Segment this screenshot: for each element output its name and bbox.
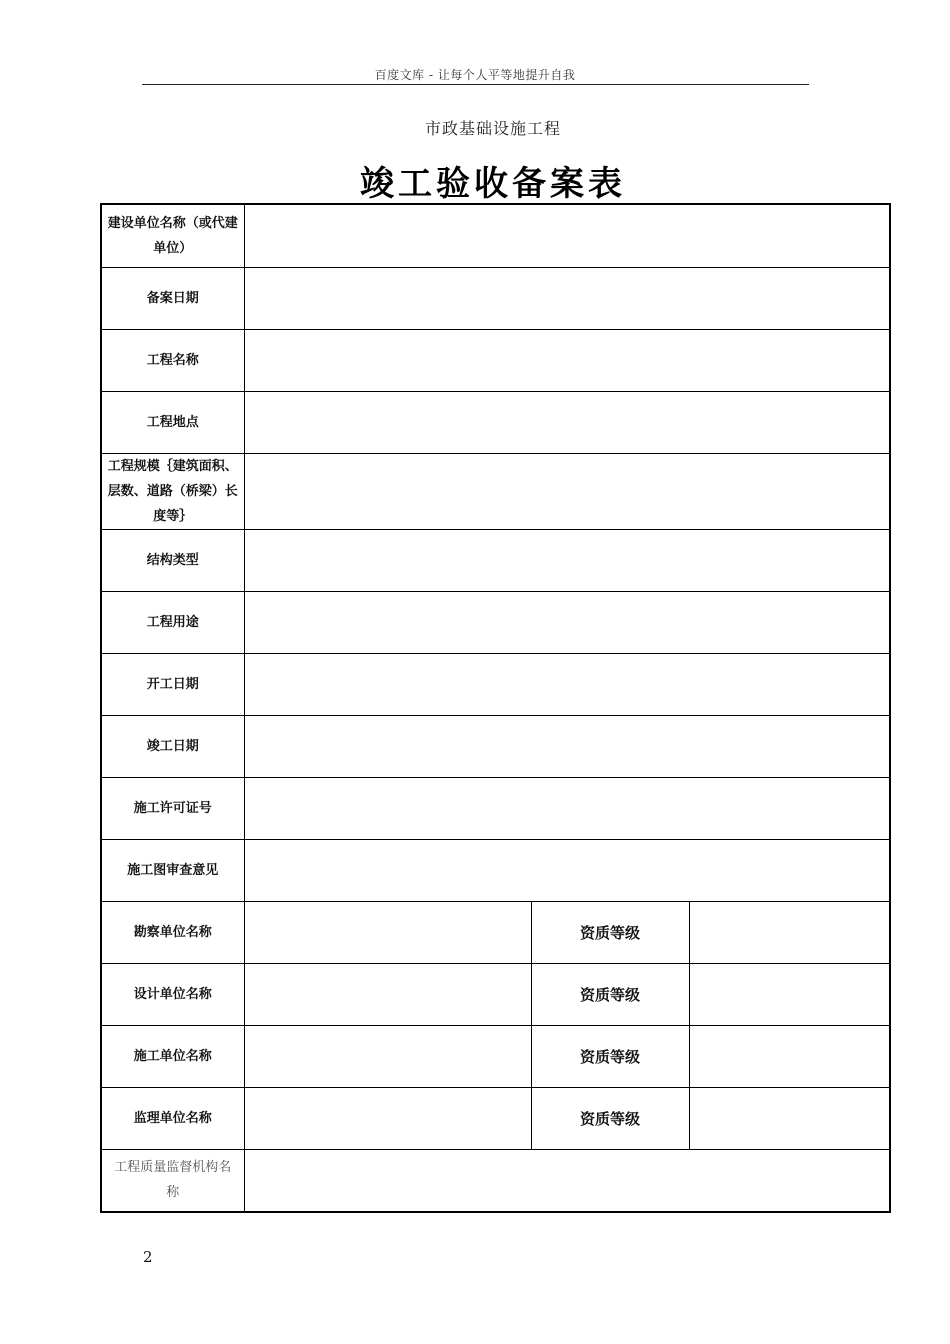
design-unit-value[interactable]: [244, 963, 531, 1025]
supervision-unit-value[interactable]: [244, 1087, 531, 1149]
form-row-filing-date: [101, 267, 890, 329]
drawing-review-label: 施工图审查意见: [101, 839, 244, 901]
permit-number-value[interactable]: [244, 777, 890, 839]
field-label: [101, 453, 244, 529]
permit-number-label: 施工许可证号: [101, 777, 244, 839]
form-row-survey-unit: [101, 901, 890, 963]
project-purpose-value[interactable]: [244, 591, 890, 653]
form-row-project-name: [101, 329, 890, 391]
form-row-start-date: [101, 653, 890, 715]
quality-supervision-agency-value[interactable]: [244, 1149, 890, 1212]
form-row-construction-unit: [101, 204, 890, 267]
filing-form-table: [100, 203, 891, 1213]
form-row-project-location: [101, 391, 890, 453]
survey-qualification-value[interactable]: [689, 901, 890, 963]
start-date-value[interactable]: [244, 653, 890, 715]
project-name-label: 工程名称: [101, 329, 244, 391]
field-label: [101, 1149, 244, 1212]
survey-unit-label: 勘察单位名称: [101, 901, 244, 963]
form-row-supervision-unit: [101, 1087, 890, 1149]
project-scale-label: 工程规模｛建筑面积、层数、道路（桥梁）长度等｝: [107, 458, 238, 524]
supervision-unit-label: 监理单位名称: [101, 1087, 244, 1149]
form-row-structure-type: [101, 529, 890, 591]
completion-date-value[interactable]: [244, 715, 890, 777]
survey-qualification-label: 资质等级: [531, 901, 689, 963]
drawing-review-value[interactable]: [244, 839, 890, 901]
project-name-value[interactable]: [244, 329, 890, 391]
structure-type-value[interactable]: [244, 529, 890, 591]
form-row-quality-supervision-agency: [101, 1149, 890, 1212]
project-scale-value[interactable]: [244, 453, 890, 529]
construction-unit-label: 建设单位名称（或代建单位）: [107, 215, 238, 256]
project-location-label: 工程地点: [101, 391, 244, 453]
document-title: 竣工验收备案表: [360, 164, 626, 204]
construction-contractor-value[interactable]: [244, 1025, 531, 1087]
project-location-value[interactable]: [244, 391, 890, 453]
start-date-label: 开工日期: [101, 653, 244, 715]
header-divider: [142, 84, 809, 85]
design-qualification-value[interactable]: [689, 963, 890, 1025]
construction-unit-value[interactable]: [244, 204, 890, 267]
page-number: 2: [143, 1248, 153, 1266]
page-header-text: 百度文库 - 让每个人平等地提升自我: [374, 68, 576, 82]
filing-date-label: 备案日期: [101, 267, 244, 329]
design-unit-label: 设计单位名称: [101, 963, 244, 1025]
form-row-completion-date: [101, 715, 890, 777]
construction-contractor-label: 施工单位名称: [101, 1025, 244, 1087]
design-qualification-label: 资质等级: [531, 963, 689, 1025]
supervision-qualification-value[interactable]: [689, 1087, 890, 1149]
form-row-design-unit: [101, 963, 890, 1025]
construction-qualification-value[interactable]: [689, 1025, 890, 1087]
form-row-project-scale: [101, 453, 890, 529]
quality-supervision-agency-label: 工程质量监督机构名称: [114, 1160, 232, 1201]
project-purpose-label: 工程用途: [101, 591, 244, 653]
filing-date-value[interactable]: [244, 267, 890, 329]
supervision-qualification-label: 资质等级: [531, 1087, 689, 1149]
document-subtitle: 市政基础设施工程: [424, 119, 561, 138]
structure-type-label: 结构类型: [101, 529, 244, 591]
form-row-drawing-review: [101, 839, 890, 901]
field-label: [101, 204, 244, 267]
survey-unit-value[interactable]: [244, 901, 531, 963]
construction-qualification-label: 资质等级: [531, 1025, 689, 1087]
form-row-project-purpose: [101, 591, 890, 653]
form-row-permit-number: [101, 777, 890, 839]
form-row-construction-contractor: [101, 1025, 890, 1087]
completion-date-label: 竣工日期: [101, 715, 244, 777]
